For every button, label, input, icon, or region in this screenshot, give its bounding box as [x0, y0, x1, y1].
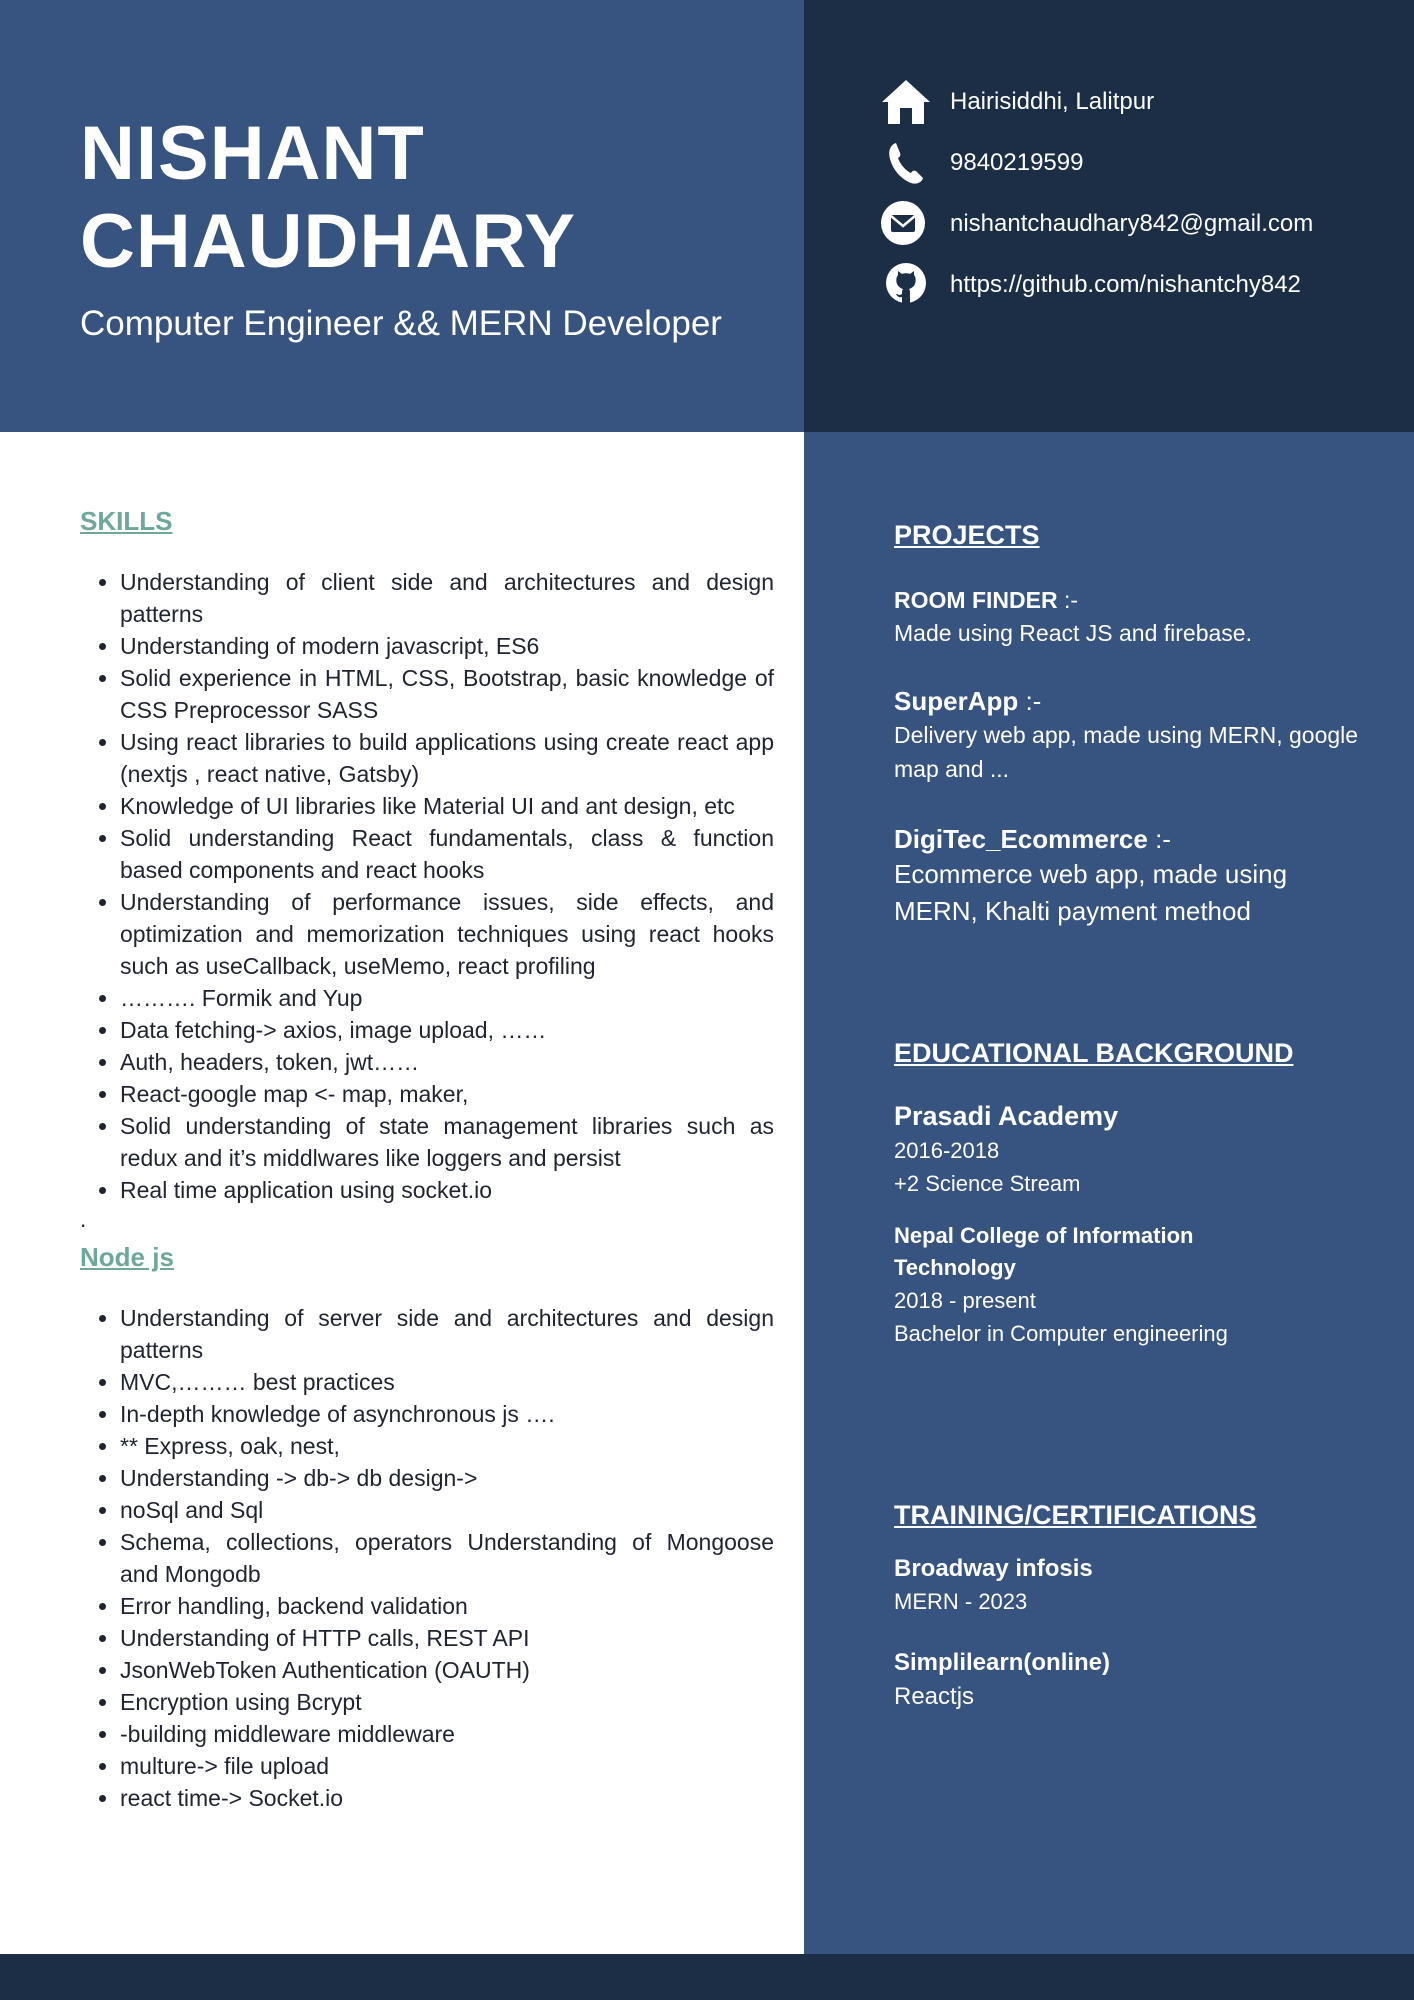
- list-item: • ………. Formik and Yup: [120, 982, 774, 1014]
- project-description: Ecommerce web app, made using MERN, Khalti payment method: [894, 859, 1288, 926]
- list-item: • Understanding -> db-> db design->: [120, 1462, 774, 1494]
- footer-bar: [0, 1954, 1414, 2000]
- education-item: [894, 1220, 1374, 1350]
- list-item: • In-depth knowledge of asynchronous js ….: [120, 1398, 774, 1430]
- list-item: • -building middleware middleware: [120, 1718, 774, 1750]
- project-item: [894, 822, 1374, 930]
- school-program: Bachelor in Computer engineering: [894, 1321, 1228, 1346]
- school-program: +2 Science Stream: [894, 1171, 1081, 1196]
- list-item: • Auth, headers, token, jwt……: [120, 1046, 774, 1078]
- node-list: [80, 1302, 774, 1814]
- contact-phone: [878, 139, 1398, 200]
- list-item: • MVC,……… best practices: [120, 1366, 774, 1398]
- address-text: Hairisiddhi, Lalitpur: [950, 88, 1155, 115]
- list-item: • Solid experience in HTML, CSS, Bootstrap, basic knowledge of CSS Preprocessor SASS: [120, 662, 774, 726]
- trailing-dot: .: [80, 1206, 87, 1232]
- training-item: [894, 1552, 1374, 1618]
- list-item: • Understanding of modern javascript, ES6: [120, 630, 774, 662]
- list-item: • Solid understanding of state management libraries such as redux and it’s middlwares like loggers and persist: [120, 1110, 774, 1174]
- project-name: ROOM FINDER: [894, 587, 1058, 613]
- list-item: • Schema, collections, operators Understanding of Mongoose and Mongodb: [120, 1526, 774, 1590]
- email-text: nishantchaudhary842@gmail.com: [950, 210, 1314, 237]
- training-detail: MERN - 2023: [894, 1589, 1028, 1614]
- training-heading: TRAINING/CERTIFICATIONS: [894, 1500, 1257, 1530]
- list-item: • Solid understanding React fundamentals, class & function based components and react hooks: [120, 822, 774, 886]
- training-org: Broadway infosis: [894, 1555, 1093, 1582]
- education-section: [894, 1036, 1374, 1350]
- project-name: DigiTec_Ecommerce: [894, 824, 1148, 854]
- project-description: Delivery web app, made using MERN, google map and ...: [894, 722, 1359, 782]
- training-org: Simplilearn(online): [894, 1649, 1111, 1676]
- home-icon: [878, 76, 934, 128]
- name-line-first: NISHANT: [80, 111, 425, 196]
- project-item: [894, 684, 1374, 786]
- node-heading: Node js: [80, 1242, 174, 1272]
- school-name: Nepal College of Information Technology: [894, 1223, 1194, 1280]
- list-item: • Real time application using socket.io: [120, 1174, 774, 1206]
- list-item: • Understanding of client side and architectures and design patterns: [120, 566, 774, 630]
- training-section: [894, 1498, 1374, 1714]
- school-years: 2018 - present: [894, 1288, 1036, 1313]
- person-name: [80, 110, 780, 286]
- project-item: [894, 584, 1374, 650]
- list-item: • react time-> Socket.io: [120, 1782, 774, 1814]
- project-separator: :-: [1018, 686, 1042, 716]
- email-icon: [878, 198, 934, 250]
- training-detail: Reactjs: [894, 1683, 975, 1710]
- list-item: • noSql and Sql: [120, 1494, 774, 1526]
- list-item: • JsonWebToken Authentication (OAUTH): [120, 1654, 774, 1686]
- list-item: • Error handling, backend validation: [120, 1590, 774, 1622]
- school-years: 2016-2018: [894, 1138, 1000, 1163]
- projects-heading: PROJECTS: [894, 520, 1040, 550]
- list-item: • React-google map <- map, maker,: [120, 1078, 774, 1110]
- skills-column: [80, 502, 774, 1814]
- phone-text: 9840219599: [950, 149, 1084, 176]
- list-item: • Knowledge of UI libraries like Material UI and ant design, etc: [120, 790, 774, 822]
- phone-icon: [878, 137, 934, 189]
- job-title: Computer Engineer && MERN Developer: [80, 304, 722, 343]
- project-description: Made using React JS and firebase.: [894, 620, 1252, 646]
- school-name: Prasadi Academy: [894, 1101, 1119, 1131]
- name-line-last: CHAUDHARY: [80, 199, 576, 284]
- project-separator: :-: [1057, 587, 1079, 613]
- education-heading: EDUCATIONAL BACKGROUND: [894, 1038, 1294, 1068]
- list-item: • ** Express, oak, nest,: [120, 1430, 774, 1462]
- list-item: • Understanding of performance issues, side effects, and optimization and memorization techniques using react hooks such as useCallback, useMemo, react profiling: [120, 886, 774, 982]
- project-name: SuperApp: [894, 686, 1019, 716]
- projects-section: [894, 518, 1374, 930]
- contact-list: [878, 78, 1398, 322]
- education-item: [894, 1098, 1374, 1200]
- list-item: • Using react libraries to build applications using create react app (nextjs , react native, Gatsby): [120, 726, 774, 790]
- contact-github: [878, 261, 1398, 322]
- list-item: • Encryption using Bcrypt: [120, 1686, 774, 1718]
- github-link[interactable]: https://github.com/nishantchy842: [950, 271, 1301, 298]
- skills-list: [80, 566, 774, 1206]
- list-item: • multure-> file upload: [120, 1750, 774, 1782]
- contact-email: [878, 200, 1398, 261]
- contact-address: [878, 78, 1398, 139]
- github-icon: [878, 259, 934, 311]
- training-item: [894, 1646, 1374, 1714]
- project-separator: :-: [1147, 824, 1171, 854]
- list-item: • Understanding of server side and architectures and design patterns: [120, 1302, 774, 1366]
- list-item: • Understanding of HTTP calls, REST API: [120, 1622, 774, 1654]
- skills-heading: SKILLS: [80, 506, 173, 536]
- list-item: • Data fetching-> axios, image upload, ……: [120, 1014, 774, 1046]
